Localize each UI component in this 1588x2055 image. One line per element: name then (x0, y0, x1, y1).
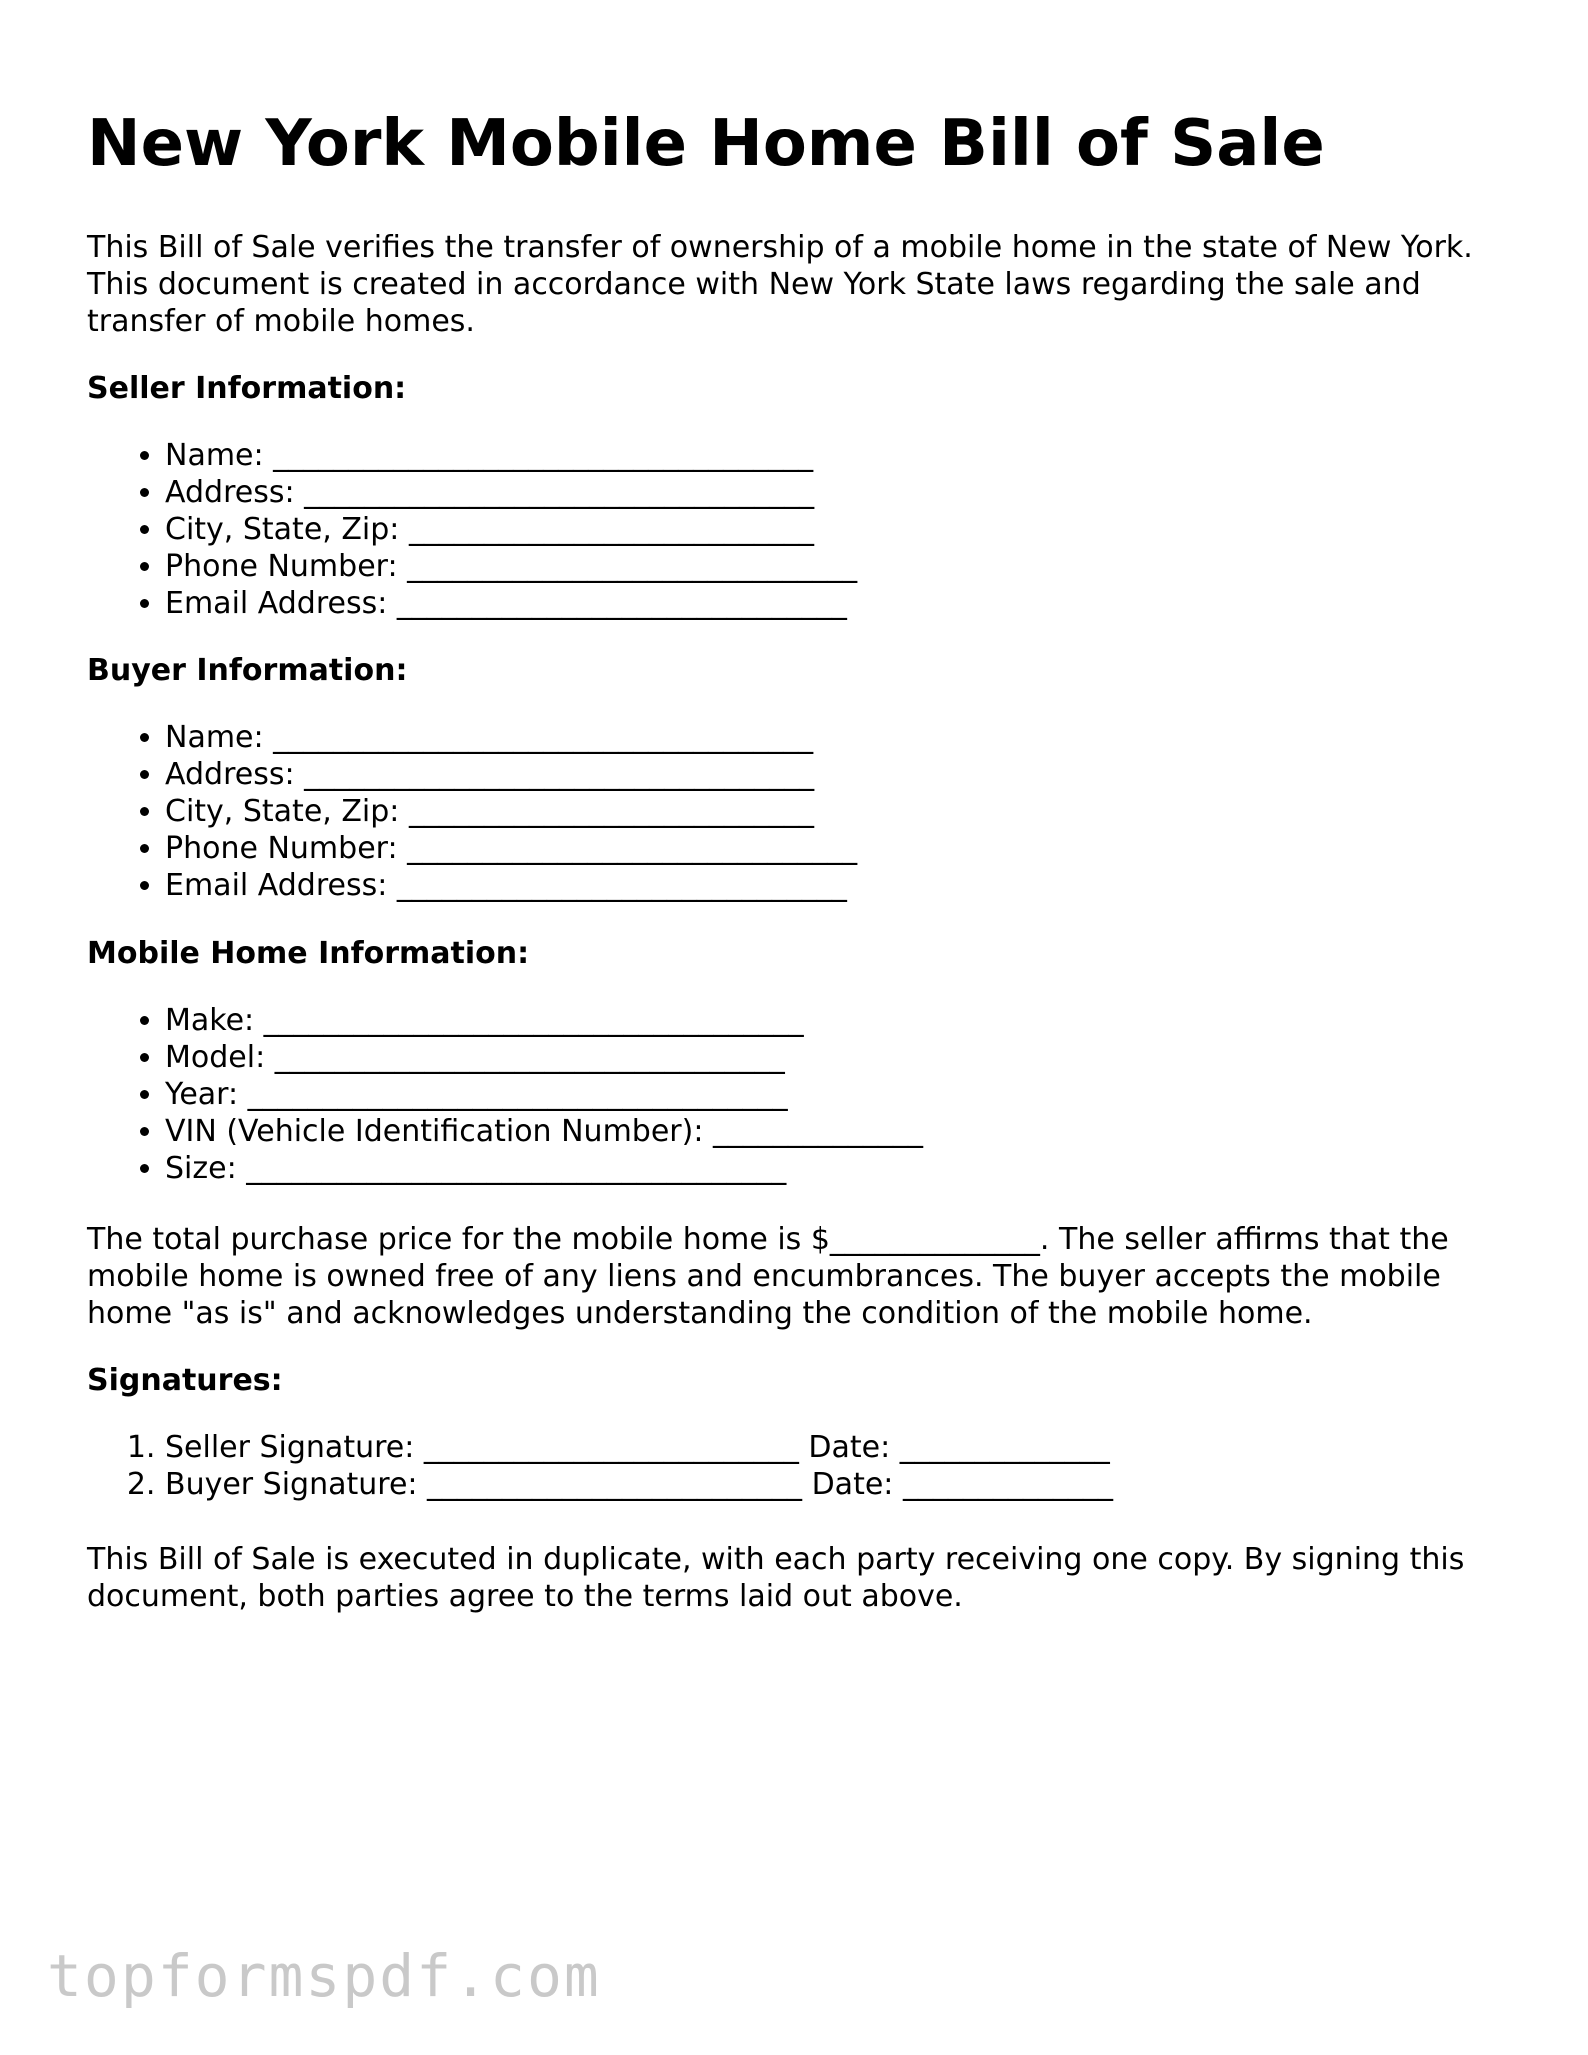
make-field (165, 1002, 923, 1039)
buyer-signature-blank[interactable]: _________________________ (427, 1467, 803, 1502)
make-blank[interactable]: ____________________________________ (263, 1003, 804, 1038)
seller-fields (87, 437, 857, 622)
model-blank[interactable]: __________________________________ (274, 1040, 785, 1075)
buyer-name-field (165, 719, 857, 756)
field-label: Make: (165, 1003, 264, 1038)
field-label: Phone Number: (165, 549, 408, 584)
seller-email-blank[interactable]: ______________________________ (396, 586, 847, 621)
buyer-phone-field (165, 830, 857, 867)
vin-field (165, 1113, 923, 1150)
seller-name-blank[interactable]: ____________________________________ (273, 438, 814, 473)
field-label: Model: (165, 1040, 275, 1075)
field-label: Size: (165, 1151, 247, 1186)
year-field (165, 1076, 923, 1113)
watermark: topformspdf.com (47, 1942, 601, 2010)
field-label: Year: (165, 1077, 248, 1112)
field-label: City, State, Zip: (165, 512, 409, 547)
buyer-email-field (165, 867, 857, 904)
vin-blank[interactable]: ______________ (712, 1114, 923, 1149)
seller-address-blank[interactable]: __________________________________ (304, 475, 815, 510)
buyer-city-state-zip-field (165, 793, 857, 830)
buyer-name-blank[interactable]: ____________________________________ (273, 720, 814, 755)
field-label: VIN (Vehicle Identification Number): (165, 1114, 713, 1149)
buyer-fields (87, 719, 857, 904)
signatures-heading: Signatures: (87, 1363, 283, 1398)
buyer-signature-line (165, 1466, 1113, 1503)
buyer-date-blank[interactable]: ______________ (902, 1467, 1113, 1502)
size-field (165, 1150, 923, 1187)
field-label: Email Address: (165, 586, 397, 621)
signature-list (87, 1429, 1113, 1503)
year-blank[interactable]: ____________________________________ (247, 1077, 788, 1112)
field-label: Address: (165, 475, 305, 510)
seller-city-state-zip-field (165, 511, 857, 548)
field-label: Name: (165, 438, 274, 473)
buyer-address-blank[interactable]: __________________________________ (304, 757, 815, 792)
signature-label: Seller Signature: (165, 1430, 424, 1465)
seller-name-field (165, 437, 857, 474)
page-title: New York Mobile Home Bill of Sale (87, 107, 1325, 181)
size-blank[interactable]: ____________________________________ (246, 1151, 787, 1186)
seller-phone-blank[interactable]: ______________________________ (407, 549, 858, 584)
mobile-home-heading: Mobile Home Information: (87, 936, 530, 971)
field-label: Email Address: (165, 868, 397, 903)
closing-paragraph: This Bill of Sale is executed in duplicate, with each party receiving one copy. By signing this document, both parties agree to the terms laid out above. (87, 1542, 1465, 1614)
field-label: Name: (165, 720, 274, 755)
model-field (165, 1039, 923, 1076)
date-label: Date: (798, 1430, 900, 1465)
seller-heading: Seller Information: (87, 371, 407, 406)
buyer-phone-blank[interactable]: ______________________________ (407, 831, 858, 866)
seller-date-blank[interactable]: ______________ (899, 1430, 1110, 1465)
buyer-address-field (165, 756, 857, 793)
price-statement: The total purchase price for the mobile home is $______________. The seller affirms that the mobile home is owned free of any liens and encumbrances. The buyer accepts the mobile home "as is" and acknowledges understanding the condition of the mobile home. (87, 1222, 1449, 1331)
date-label: Date: (802, 1467, 903, 1502)
field-label: City, State, Zip: (165, 794, 409, 829)
buyer-city-state-zip-blank[interactable]: ___________________________ (408, 794, 814, 829)
seller-signature-blank[interactable]: _________________________ (423, 1430, 799, 1465)
buyer-heading: Buyer Information: (87, 653, 408, 688)
seller-address-field (165, 474, 857, 511)
signature-label: Buyer Signature: (165, 1467, 428, 1502)
mobile-home-fields (87, 1002, 923, 1187)
field-label: Address: (165, 757, 305, 792)
seller-email-field (165, 585, 857, 622)
seller-signature-line (165, 1429, 1113, 1466)
buyer-email-blank[interactable]: ______________________________ (396, 868, 847, 903)
intro-paragraph: This Bill of Sale verifies the transfer of ownership of a mobile home in the state of New York. This document is created in accordance with New York State laws regarding the sale and transfer of mobile homes. (87, 230, 1473, 339)
seller-city-state-zip-blank[interactable]: ___________________________ (408, 512, 814, 547)
field-label: Phone Number: (165, 831, 408, 866)
seller-phone-field (165, 548, 857, 585)
